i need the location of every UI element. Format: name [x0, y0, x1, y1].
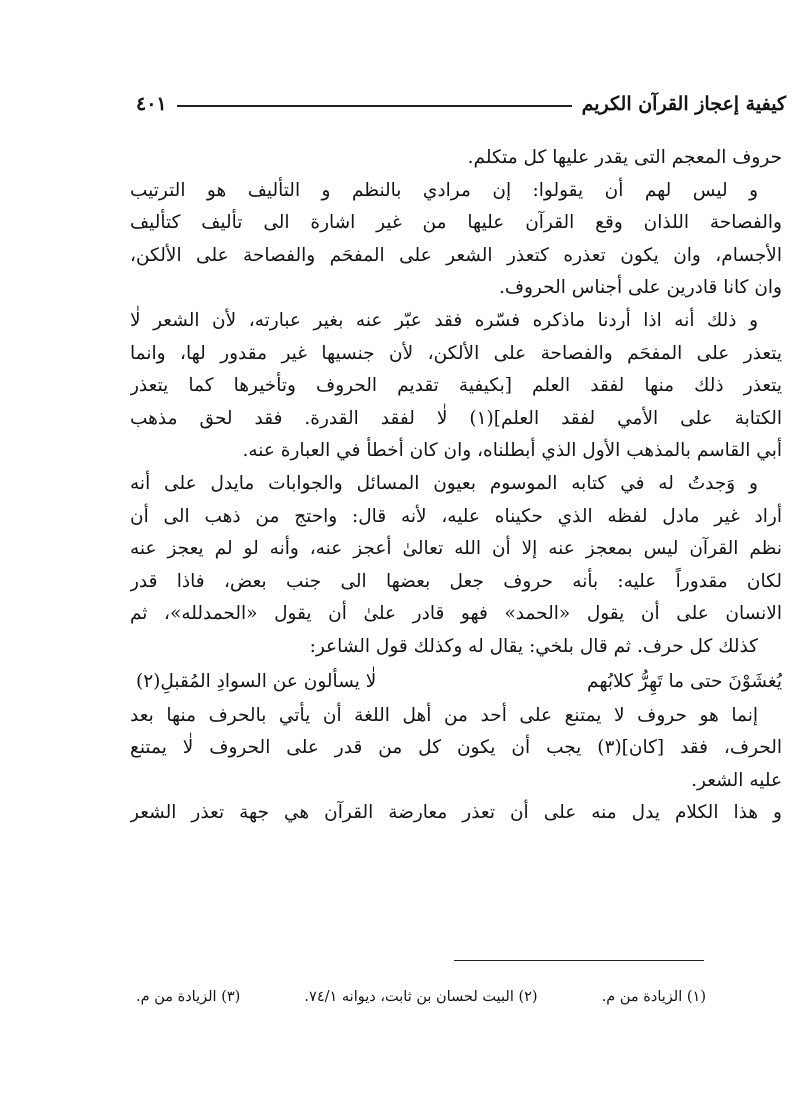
page-number: ٤٠١ — [136, 93, 167, 115]
text-line: و هذا الكلام يدل منه على أن تعذر معارضة القرآن هي جهة تعذر الشعر — [130, 802, 782, 824]
text-line: و ليس لهم أن يقولوا: إن مرادي بالنظم و التأليف هو الترتيب — [130, 179, 758, 201]
text-line: الكتابة على الأمي لفقد العلم](١) لٰا لفقد القدرة. فقد لحق مذهب — [130, 407, 782, 429]
main-text — [130, 142, 782, 830]
text-line: لكان مقدوراً عليه: بأنه حروف جعل بعضها الى جنب بعض، فاذا قدر — [130, 570, 782, 592]
footnote-1: (١) الزيادة من م. — [601, 989, 706, 1005]
text-line: عليه الشعر. — [691, 769, 782, 791]
poetry-verse — [130, 664, 782, 700]
verse-first-hemistich: يُغشَوْنَ حتى ما تَهِرُّ كلابُهم — [587, 670, 782, 692]
text-line: و ذلك أنه اذا أردنا ماذكره فسّره فقد عبّر عنه بغير عبارته، لأن الشعر لٰا — [130, 309, 759, 331]
footnotes — [136, 982, 706, 1012]
footnote-3: (٣) الزيادة من م. — [136, 989, 241, 1005]
text-line: والفصاحة اللذان وقع القرآن عليها من غير اشارة الى تأليف كتأليف — [130, 212, 782, 234]
text-line: إنما هو حروف لا يمتنع على أحد من أهل اللغة أن يأتي بالحرف منها بعد — [130, 704, 758, 726]
footnote-2: (٢) البيت لحسان بن ثابت، ديوانه ٧٤/١. — [304, 989, 538, 1005]
text-line: يتعذر على المفحَم والفصاحة على الألكن، لأن جنسيها غير مقدور لها، وانما — [130, 342, 782, 364]
text-line: وان كانا قادرين على أجناس الحروف. — [498, 277, 782, 299]
text-line: و وَجدتُ له في كتابه الموسوم بعيون المسائل والجوابات مايدل على أنه — [130, 472, 758, 494]
text-line: يتعذر ذلك منها لفقد العلم [بكيفية تقديم الحروف وتأخيرها كما يتعذر — [130, 375, 782, 397]
header-rule — [177, 105, 572, 107]
text-line: الأجسام، وان يكون تعذره كتعذر الشعر على المفحَم والفصاحة على الألكن، — [130, 244, 782, 266]
text-line: أراد غير مادل لفظه الذي حكيناه عليه، لأنه قال: واحتج من ذهب الى أن — [130, 505, 782, 527]
text-line: الحرف، فقد [كان](٣) يجب أن يكون كل من قدر على الحروف لٰا يمتنع — [130, 737, 782, 759]
footnote-separator — [454, 960, 704, 961]
text-line: كذلك كل حرف. ثم قال بلخي: يقال له وكذلك قول الشاعر: — [309, 635, 758, 657]
text-line: نظم القرآن ليس بمعجز عنه إلا أن الله تعالىٰ أعجز عنه، وأنه لو لم يعجز عنه — [130, 538, 782, 560]
running-header — [136, 88, 786, 120]
text-line: حروف المعجم التى يقدر عليها كل متكلم. — [467, 147, 782, 168]
verse-second-hemistich: لٰا يسألون عن السوادِ المُقبلِ(٢) — [136, 670, 377, 692]
text-line: الانسان على أن يقول «الحمد» فهو قادر علىٰ أن يقول «الحمدلله»، ثم — [130, 603, 782, 625]
text-line: أبي القاسم بالمذهب الأول الذي أبطلناه، وان كان أخطأ في العبارة عنه. — [242, 440, 782, 462]
header-title: كيفية إعجاز القرآن الكريم — [581, 93, 786, 115]
